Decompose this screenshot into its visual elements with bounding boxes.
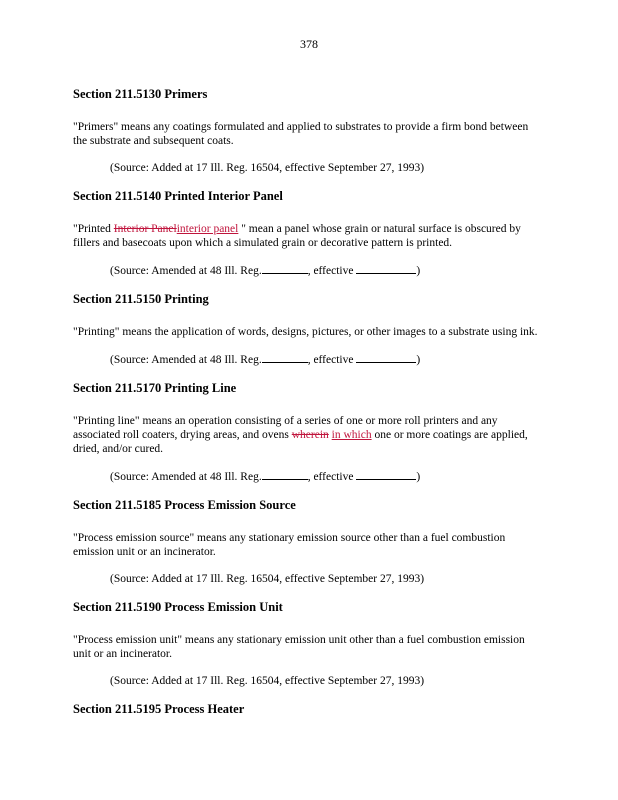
- source-text: , effective: [307, 471, 357, 483]
- inserted-text: in which: [331, 429, 372, 441]
- source-text: ): [416, 354, 421, 366]
- section-definition: [73, 414, 543, 456]
- deleted-text: Interior Panel: [113, 223, 177, 235]
- section-source: [110, 352, 543, 367]
- section-heading: Section 211.5140 Printed Interior Panel: [73, 189, 283, 203]
- definition-text: one or more coatings are applied, dried, and/or cured.: [73, 429, 528, 455]
- inserted-text: interior panel: [176, 223, 239, 235]
- definition-text: "Printing line" means an operation consisting of a series of one or more roll printers and any associated roll coaters, drying areas, and ovens: [73, 415, 498, 441]
- page-number: 378: [300, 37, 318, 51]
- section-heading: Section 211.5195 Process Heater: [73, 702, 245, 716]
- document-body: [73, 87, 543, 735]
- blank-line: [262, 263, 308, 274]
- blank-line: [356, 352, 416, 363]
- section-definition: "Process emission source" means any stationary emission source other than a fuel combustion emission unit or an incinerator.: [73, 532, 506, 558]
- section-definition: "Printing" means the application of words, designs, pictures, or other images to a substrate using ink.: [73, 326, 538, 338]
- source-text: , effective: [307, 354, 357, 366]
- section-source: (Source: Added at 17 Ill. Reg. 16504, effective September 27, 1993): [110, 573, 425, 585]
- section-heading: Section 211.5150 Printing: [73, 292, 209, 306]
- section-heading: Section 211.5190 Process Emission Unit: [73, 600, 283, 614]
- blank-line: [262, 469, 308, 480]
- section-source: [110, 263, 543, 278]
- section-source: (Source: Added at 17 Ill. Reg. 16504, effective September 27, 1993): [110, 162, 425, 174]
- section-heading: Section 211.5185 Process Emission Source: [73, 498, 296, 512]
- blank-line: [356, 469, 416, 480]
- section-heading: Section 211.5130 Primers: [73, 87, 208, 101]
- section-definition: "Process emission unit" means any stationary emission unit other than a fuel combustion emission unit or an incinerator.: [73, 634, 525, 660]
- source-text: (Source: Amended at 48 Ill. Reg.: [110, 265, 262, 277]
- blank-line: [262, 352, 308, 363]
- source-text: (Source: Amended at 48 Ill. Reg.: [110, 354, 262, 366]
- section-definition: "Primers" means any coatings formulated and applied to substrates to provide a firm bond between the substrate and subsequent coats.: [73, 121, 529, 147]
- blank-line: [356, 263, 416, 274]
- deleted-text: wherein: [291, 429, 329, 441]
- source-text: (Source: Amended at 48 Ill. Reg.: [110, 471, 262, 483]
- definition-text: " mean a panel whose grain or natural surface is obscured by fillers and basecoats upon which a simulated grain or decorative pattern is printed.: [73, 223, 521, 249]
- source-text: ): [416, 265, 421, 277]
- section-definition: [73, 222, 543, 250]
- section-heading: Section 211.5170 Printing Line: [73, 381, 237, 395]
- section-source: (Source: Added at 17 Ill. Reg. 16504, effective September 27, 1993): [110, 675, 425, 687]
- section-source: [110, 469, 543, 484]
- definition-text: "Printed: [73, 223, 114, 235]
- source-text: ): [416, 471, 421, 483]
- source-text: , effective: [307, 265, 357, 277]
